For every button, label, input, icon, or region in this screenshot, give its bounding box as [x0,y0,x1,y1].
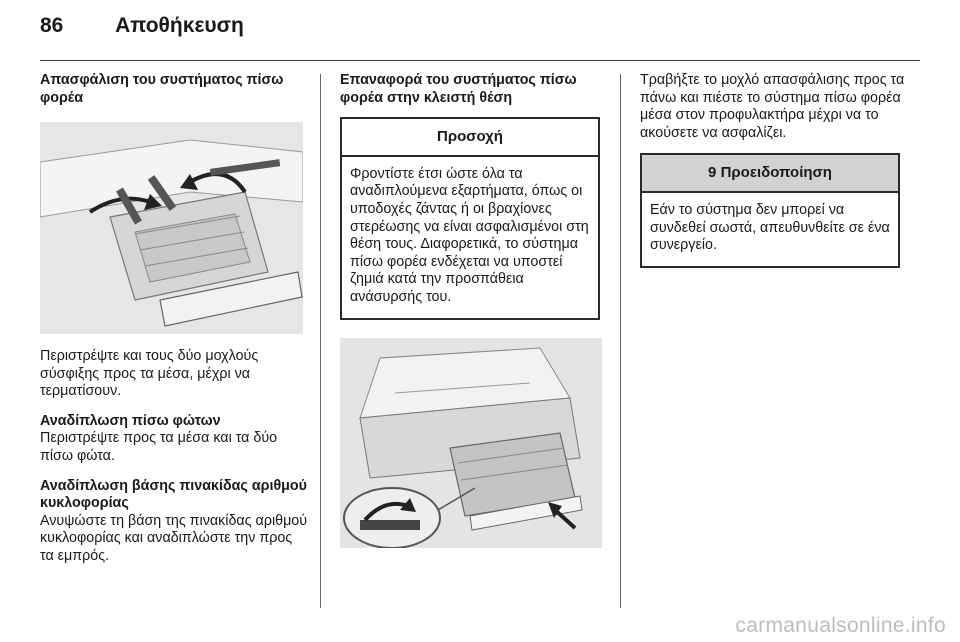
column-1 [40,72,304,119]
page-number: 86 [40,14,64,37]
paragraph-fold-plate: Ανυψώστε τη βάση της πινακίδας αριθμού κυκλοφορίας και αναδιπλώστε την προς τα εμπρός. [40,512,308,564]
section-heading-retract: Επαναφορά του συστήματος πίσω φορέα στην κλειστή θέση [340,72,577,106]
clamping-levers-illustration [40,122,303,334]
caution-text: Φροντίστε έτσι ώστε όλα τα αναδιπλούμενα εξαρτήματα, όπως οι υποδοχές ζάντας ή οι βραχίονες στερέωσης να είναι ασφαλισμένοι στη θέση τους. Διαφορετικά, το σύστημα πίσω φορέα ενδέχεται να υποστεί ζημιά κατά την προσπάθεια ανάσυρσής του. [350,165,589,305]
header-rule [40,60,920,61]
caution-box [340,117,600,319]
column-3 [640,72,905,268]
warning-icon: 9 [708,164,717,182]
watermark: carmanualsonline.info [735,614,946,637]
warning-box [640,153,900,267]
section-heading-fold-lights: Αναδίπλωση πίσω φώτων [40,412,221,429]
page-header [40,14,244,38]
paragraph-pull-lever: Τραβήξτε το μοχλό απασφάλισης προς τα πάνω και πιέστε το σύστημα πίσω φορέα μέσα στον προφυλακτήρα μέχρι να το ακούσετε να ασφαλίζει. [640,72,905,141]
section-heading-unlock: Απασφάλιση του συστήματος πίσω φορέα [40,72,284,106]
warning-title: Προειδοποίηση [720,164,832,182]
figure-retract-system [340,338,602,548]
column-divider-2 [620,74,621,608]
figure-clamping-levers [40,122,303,334]
section-heading-fold-plate: Αναδίπλωση βάσης πινακίδας αριθμού κυκλοφορίας [40,477,307,512]
block-fold-plate [40,478,308,566]
caution-title: Προσοχή [342,119,598,157]
page-title: Αποθήκευση [115,14,244,37]
column-2 [340,72,602,320]
paragraph-fold-lights: Περιστρέψτε προς τα μέσα και τα δύο πίσω φώτα. [40,430,278,464]
retract-system-illustration [340,338,602,548]
warning-title-bar [642,155,898,193]
warning-text: Εάν το σύστημα δεν μπορεί να συνδεθεί σωστά, απευθυνθείτε σε ένα συνεργείο. [650,201,890,254]
block-fold-lights [40,413,308,466]
paragraph-rotate-levers: Περιστρέψτε και τους δύο μοχλούς σύσφιξης προς τα μέσα, μέχρι να τερματίσουν. [40,348,259,400]
column-divider-1 [320,74,321,608]
column-1-lower [40,348,308,578]
